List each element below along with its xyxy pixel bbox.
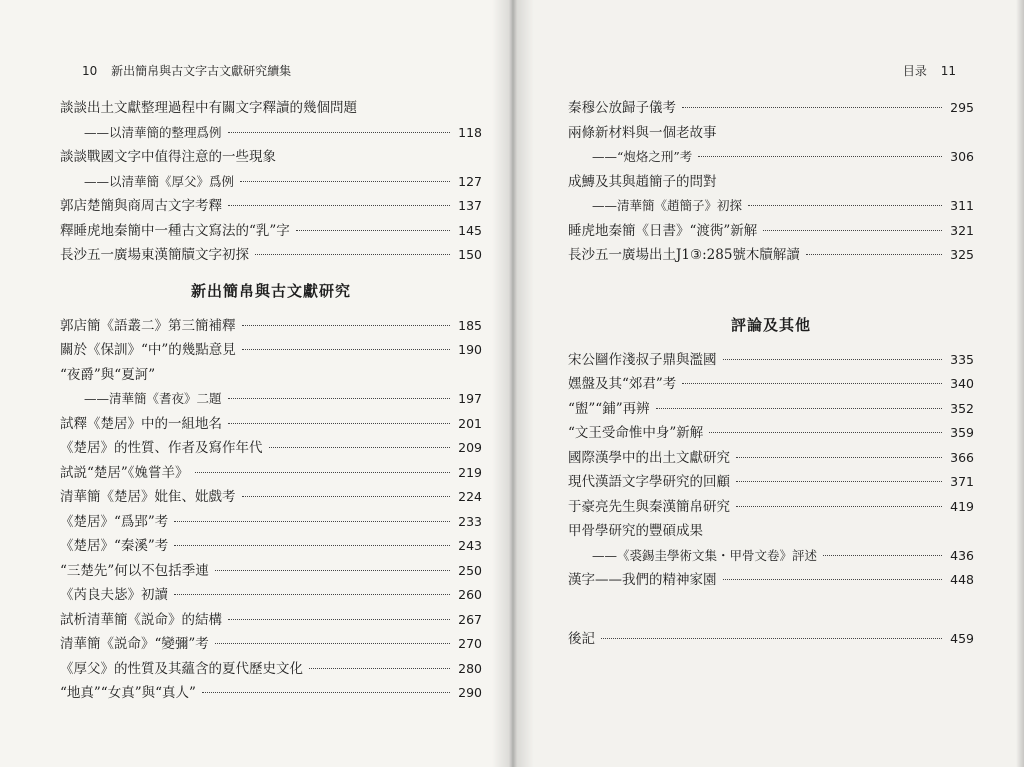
toc-entry-page-number: 233 (458, 513, 482, 529)
left-toc-section-group (60, 314, 482, 706)
toc-entry-page-number: 137 (458, 198, 482, 213)
toc-entry-page-number: 311 (950, 198, 974, 213)
toc-entry (60, 170, 482, 195)
toc-entry-title: “夜爵”與“夏訶” (60, 366, 156, 383)
toc-entry-title: 談談出土文獻整理過程中有關文字釋讀的幾個問題 (60, 100, 357, 116)
toc-entry-title: 試析清華簡《説命》的結構 (60, 611, 222, 628)
toc-entry (60, 387, 482, 412)
toc-entry-title: ——“炮烙之刑”考 (592, 149, 693, 164)
toc-entry (60, 485, 482, 510)
dot-leader (215, 643, 450, 644)
dot-leader (240, 181, 450, 182)
dot-leader (174, 594, 450, 595)
toc-entry (568, 519, 974, 544)
toc-entry-page-number: 260 (458, 587, 482, 602)
toc-entry-title: 試説“楚居”《婏嘗羊》 (60, 464, 189, 481)
toc-entry-title: 清華簡《楚居》妣隹、妣戲考 (60, 489, 236, 505)
dot-leader (682, 107, 942, 108)
left-toc-top-group (60, 96, 482, 268)
toc-entry (568, 170, 974, 195)
toc-entry (60, 436, 482, 461)
toc-entry-page-number: 335 (950, 351, 974, 367)
toc-entry-title: 《芮良夫毖》初讀 (60, 587, 168, 603)
toc-entry-title: 兩條新材料與一個老故事 (568, 124, 717, 141)
dot-leader (601, 638, 942, 639)
dot-leader (748, 205, 942, 206)
dot-leader (736, 506, 942, 507)
toc-entry-title: 郭店簡《語叢二》第三簡補釋 (60, 317, 236, 334)
dot-leader (174, 521, 450, 522)
toc-entry (568, 121, 974, 146)
toc-entry (60, 608, 482, 633)
toc-entry-title: 成鱄及其與趙簡子的問對 (568, 173, 717, 190)
dot-leader (723, 579, 943, 580)
left-page-number: 10 (82, 64, 98, 78)
toc-entry (568, 348, 974, 373)
toc-entry-title: 長沙五一廣場出土J1③:285號木牘解讀 (568, 247, 800, 263)
toc-entry-page-number: 359 (950, 425, 974, 440)
toc-entry (568, 194, 974, 219)
right-toc-section-group (568, 348, 974, 593)
toc-entry-title: ——《裘錫圭學術文集・甲骨文卷》評述 (592, 547, 818, 563)
toc-entry (60, 412, 482, 437)
dot-leader (763, 230, 942, 231)
dot-leader (736, 481, 942, 482)
toc-entry (60, 534, 482, 559)
dot-leader (228, 423, 450, 424)
dot-leader (228, 398, 450, 399)
toc-entry-title: 《厚父》的性質及其蘊含的夏代歷史文化 (60, 660, 303, 677)
toc-entry-page-number: 197 (458, 391, 482, 406)
dot-leader (698, 156, 942, 157)
dot-leader (269, 447, 451, 448)
toc-entry-page-number: 295 (950, 100, 974, 115)
toc-entry-page-number: 306 (950, 149, 974, 164)
dot-leader (806, 254, 942, 255)
dot-leader (242, 349, 450, 350)
toc-entry-title: “三楚先”何以不包括季連 (60, 562, 209, 579)
toc-entry-title: 宋公圝作淺叔子鼎與濫國 (568, 351, 717, 368)
toc-entry-title: 秦穆公放歸子儀考 (568, 100, 676, 116)
toc-entry-title: ——清華簡《趙簡子》初探 (592, 198, 743, 213)
page-edge-shadow (1016, 0, 1024, 767)
toc-entry-title: 郭店楚簡與商周古文字考釋 (60, 198, 222, 214)
dot-leader (736, 457, 942, 458)
toc-entry (60, 657, 482, 682)
left-toc (60, 96, 482, 706)
right-page (512, 0, 1024, 767)
toc-entry-title: “地真”“女真”與“真人” (60, 685, 196, 701)
right-page-number: 11 (940, 64, 956, 78)
toc-entry-page-number: 150 (458, 247, 482, 262)
toc-entry-title: 關於《保訓》“中”的幾點意見 (60, 342, 236, 358)
toc-entry (60, 559, 482, 584)
dot-leader (723, 359, 943, 360)
toc-entry-title: ——清華簡《耆夜》二題 (84, 391, 222, 406)
toc-entry-title: 漢字——我們的精神家園 (568, 572, 717, 588)
spacer (568, 268, 974, 302)
toc-entry-page-number: 145 (458, 222, 482, 238)
left-section-title: 新出簡帛與古文獻研究 (190, 281, 351, 300)
toc-entry-page-number: 250 (458, 562, 482, 578)
toc-entry-page-number: 209 (458, 440, 482, 455)
toc-entry-title: 于豪亮先生與秦漢簡帛研究 (568, 498, 730, 515)
toc-entry-title: 現代漢語文字學研究的回顧 (568, 474, 730, 490)
right-toc-top-group (568, 96, 974, 268)
right-running-head (903, 62, 966, 79)
toc-entry (568, 544, 974, 569)
toc-entry-title: ——以清華簡《厚父》爲例 (84, 173, 235, 189)
toc-entry (60, 583, 482, 608)
dot-leader (228, 205, 450, 206)
dot-leader (309, 668, 450, 669)
toc-entry-page-number: 290 (458, 685, 482, 700)
toc-entry (60, 219, 482, 244)
toc-entry (568, 495, 974, 520)
dot-leader (682, 383, 942, 384)
toc-entry-title: 嫼盤及其“郊君”考 (568, 376, 677, 392)
toc-entry (568, 397, 974, 422)
toc-entry (60, 632, 482, 657)
toc-entry-page-number: 185 (458, 317, 482, 333)
toc-entry-page-number: 280 (458, 660, 482, 676)
right-toc (568, 96, 974, 651)
toc-entry (568, 243, 974, 268)
spacer (568, 593, 974, 627)
toc-entry (60, 243, 482, 268)
dot-leader (255, 254, 450, 255)
toc-entry-page-number: 436 (950, 547, 974, 563)
toc-entry-page-number: 459 (950, 630, 974, 646)
dot-leader (228, 619, 450, 620)
dot-leader (215, 570, 450, 571)
dot-leader (202, 692, 450, 693)
dot-leader (296, 230, 450, 231)
toc-entry-page-number: 270 (458, 636, 482, 651)
toc-entry-page-number: 340 (950, 376, 974, 391)
toc-entry-title: 《楚居》的性質、作者及寫作年代 (60, 440, 263, 456)
left-running-head (72, 62, 291, 79)
toc-entry-page-number: 190 (458, 342, 482, 357)
toc-entry (60, 145, 482, 170)
toc-entry-page-number: 321 (950, 222, 974, 238)
toc-entry (60, 338, 482, 363)
toc-entry-title: 睡虎地秦簡《日書》“渡衖”新解 (568, 222, 758, 239)
toc-entry-title: 國際漢學中的出土文獻研究 (568, 449, 730, 466)
toc-entry-page-number: 243 (458, 538, 482, 553)
toc-entry-page-number: 267 (458, 611, 482, 627)
toc-entry (60, 363, 482, 388)
toc-entry-title: 後記 (568, 630, 595, 647)
right-running-title: 目录 (902, 64, 927, 78)
toc-entry (568, 470, 974, 495)
toc-entry (568, 145, 974, 170)
dot-leader (242, 496, 451, 497)
right-toc-end-group (568, 627, 974, 652)
toc-entry-title: 甲骨學研究的豐碩成果 (568, 523, 703, 539)
toc-entry-page-number: 118 (458, 124, 482, 140)
toc-entry-title: 《楚居》“爲郢”考 (60, 513, 169, 530)
toc-entry-page-number: 127 (458, 173, 482, 189)
toc-entry (568, 219, 974, 244)
toc-entry-title: 清華簡《説命》“變彌”考 (60, 636, 209, 652)
toc-entry (60, 314, 482, 339)
dot-leader (709, 432, 942, 433)
dot-leader (823, 555, 942, 556)
toc-entry (60, 681, 482, 706)
toc-entry (60, 461, 482, 486)
toc-entry (568, 568, 974, 593)
right-section-title: 評論及其他 (730, 315, 811, 334)
dot-leader (174, 545, 450, 546)
toc-entry (60, 121, 482, 146)
toc-entry-title: 釋睡虎地秦簡中一種古文寫法的“乳”字 (60, 222, 290, 239)
dot-leader (242, 325, 451, 326)
dot-leader (228, 132, 450, 133)
toc-entry-page-number: 419 (950, 498, 974, 514)
toc-entry (568, 96, 974, 121)
toc-entry-title: 《楚居》“秦溪”考 (60, 538, 169, 554)
toc-entry (568, 627, 974, 652)
toc-entry (60, 96, 482, 121)
toc-entry-title: “盥”“鋪”再辨 (568, 400, 650, 417)
toc-entry-title: 長沙五一廣場東漢簡牘文字初探 (60, 247, 249, 263)
toc-entry-page-number: 352 (950, 400, 974, 416)
toc-entry (568, 446, 974, 471)
toc-entry (60, 510, 482, 535)
toc-entry (60, 194, 482, 219)
dot-leader (656, 408, 942, 409)
toc-entry (568, 421, 974, 446)
toc-entry-title: 談談戰國文字中值得注意的一些現象 (60, 149, 276, 165)
toc-entry-page-number: 371 (950, 474, 974, 489)
dot-leader (195, 472, 450, 473)
toc-entry (568, 372, 974, 397)
toc-entry-page-number: 219 (458, 464, 482, 480)
toc-entry-page-number: 366 (950, 449, 974, 465)
toc-entry-title: ——以清華簡的整理爲例 (84, 124, 222, 140)
toc-entry-page-number: 448 (950, 572, 974, 587)
toc-entry-page-number: 325 (950, 247, 974, 262)
toc-entry-page-number: 224 (458, 489, 482, 504)
toc-entry-page-number: 201 (458, 415, 482, 431)
left-running-title: 新出簡帛與古文字古文獻研究續集 (111, 64, 292, 78)
toc-entry-title: 試釋《楚居》中的一組地名 (60, 415, 222, 432)
toc-entry-title: “文王受命惟中身”新解 (568, 425, 704, 441)
